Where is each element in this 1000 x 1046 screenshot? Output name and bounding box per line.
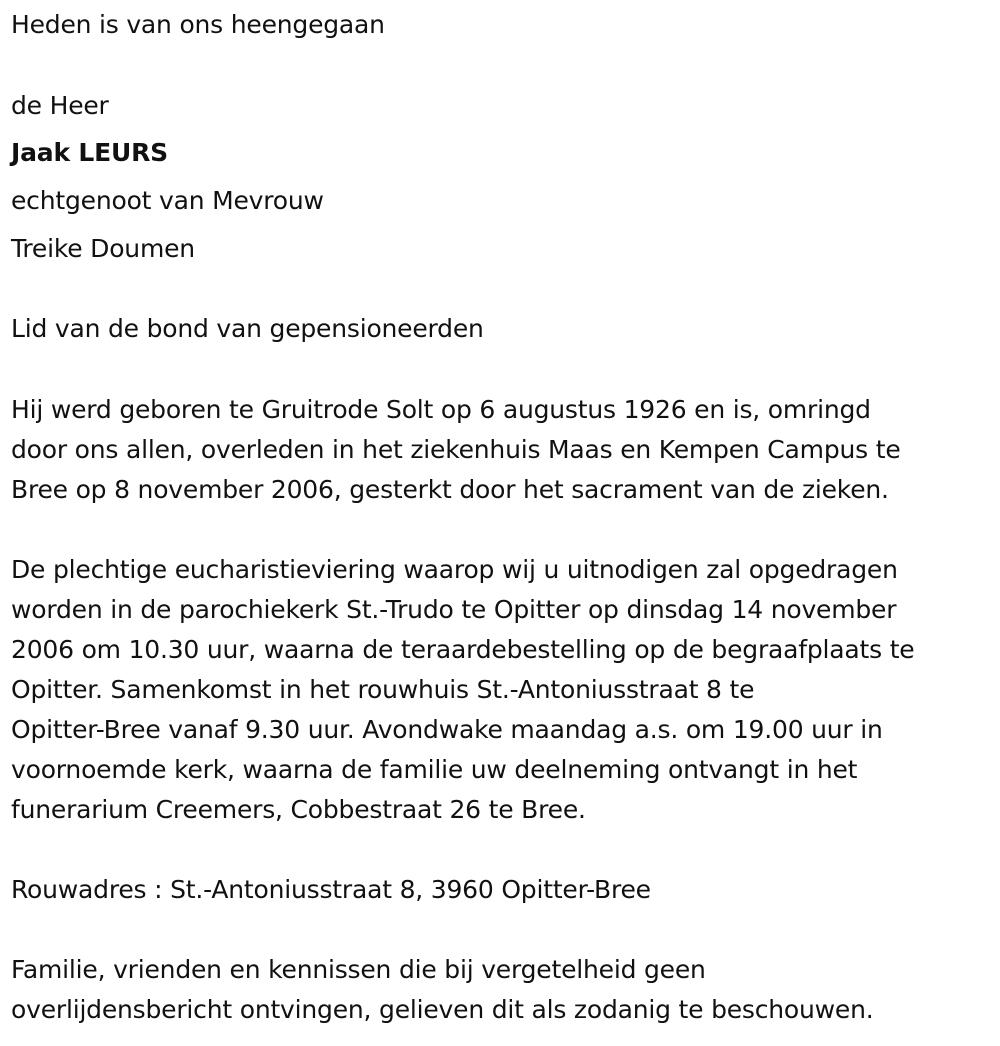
paragraph-line: Bree op 8 november 2006, gesterkt door het sacrament van de zieken. [11, 475, 889, 504]
deceased-name: Jaak LEURS [11, 138, 168, 167]
paragraph-line: door ons allen, overleden in het ziekenhuis Maas en Kempen Campus te [11, 435, 901, 464]
membership-text: Lid van de bond van gepensioneerden [11, 314, 484, 343]
mourning-address: Rouwadres : St.-Antoniusstraat 8, 3960 Opitter-Bree [11, 875, 651, 904]
honorific: de Heer [11, 91, 109, 120]
paragraph-line: Opitter-Bree vanaf 9.30 uur. Avondwake maandag a.s. om 19.00 uur in [11, 715, 883, 744]
paragraph-line: voornoemde kerk, waarna de familie uw deelneming ontvangt in het [11, 755, 858, 784]
paragraph-line: Opitter. Samenkomst in het rouwhuis St.-Antoniusstraat 8 te [11, 675, 755, 704]
paragraph-line: Familie, vrienden en kennissen die bij vergetelheid geen [11, 955, 706, 984]
paragraph-line: overlijdensbericht ontvingen, gelieven dit als zodanig te beschouwen. [11, 995, 874, 1024]
paragraph-line: funerarium Creemers, Cobbestraat 26 te Bree. [11, 795, 586, 824]
paragraph-line: 2006 om 10.30 uur, waarna de teraardebestelling op de begraafplaats te [11, 635, 915, 664]
spouse-line-2: Treike Doumen [11, 234, 195, 263]
paragraph-line: worden in de parochiekerk St.-Trudo te Opitter op dinsdag 14 november [11, 595, 897, 624]
spouse-line-1: echtgenoot van Mevrouw [11, 186, 324, 215]
paragraph-line: Hij werd geboren te Gruitrode Solt op 6 augustus 1926 en is, omringd [11, 395, 871, 424]
paragraph-line: De plechtige eucharistieviering waarop wij u uitnodigen zal opgedragen [11, 555, 898, 584]
intro-text: Heden is van ons heengegaan [11, 10, 385, 39]
